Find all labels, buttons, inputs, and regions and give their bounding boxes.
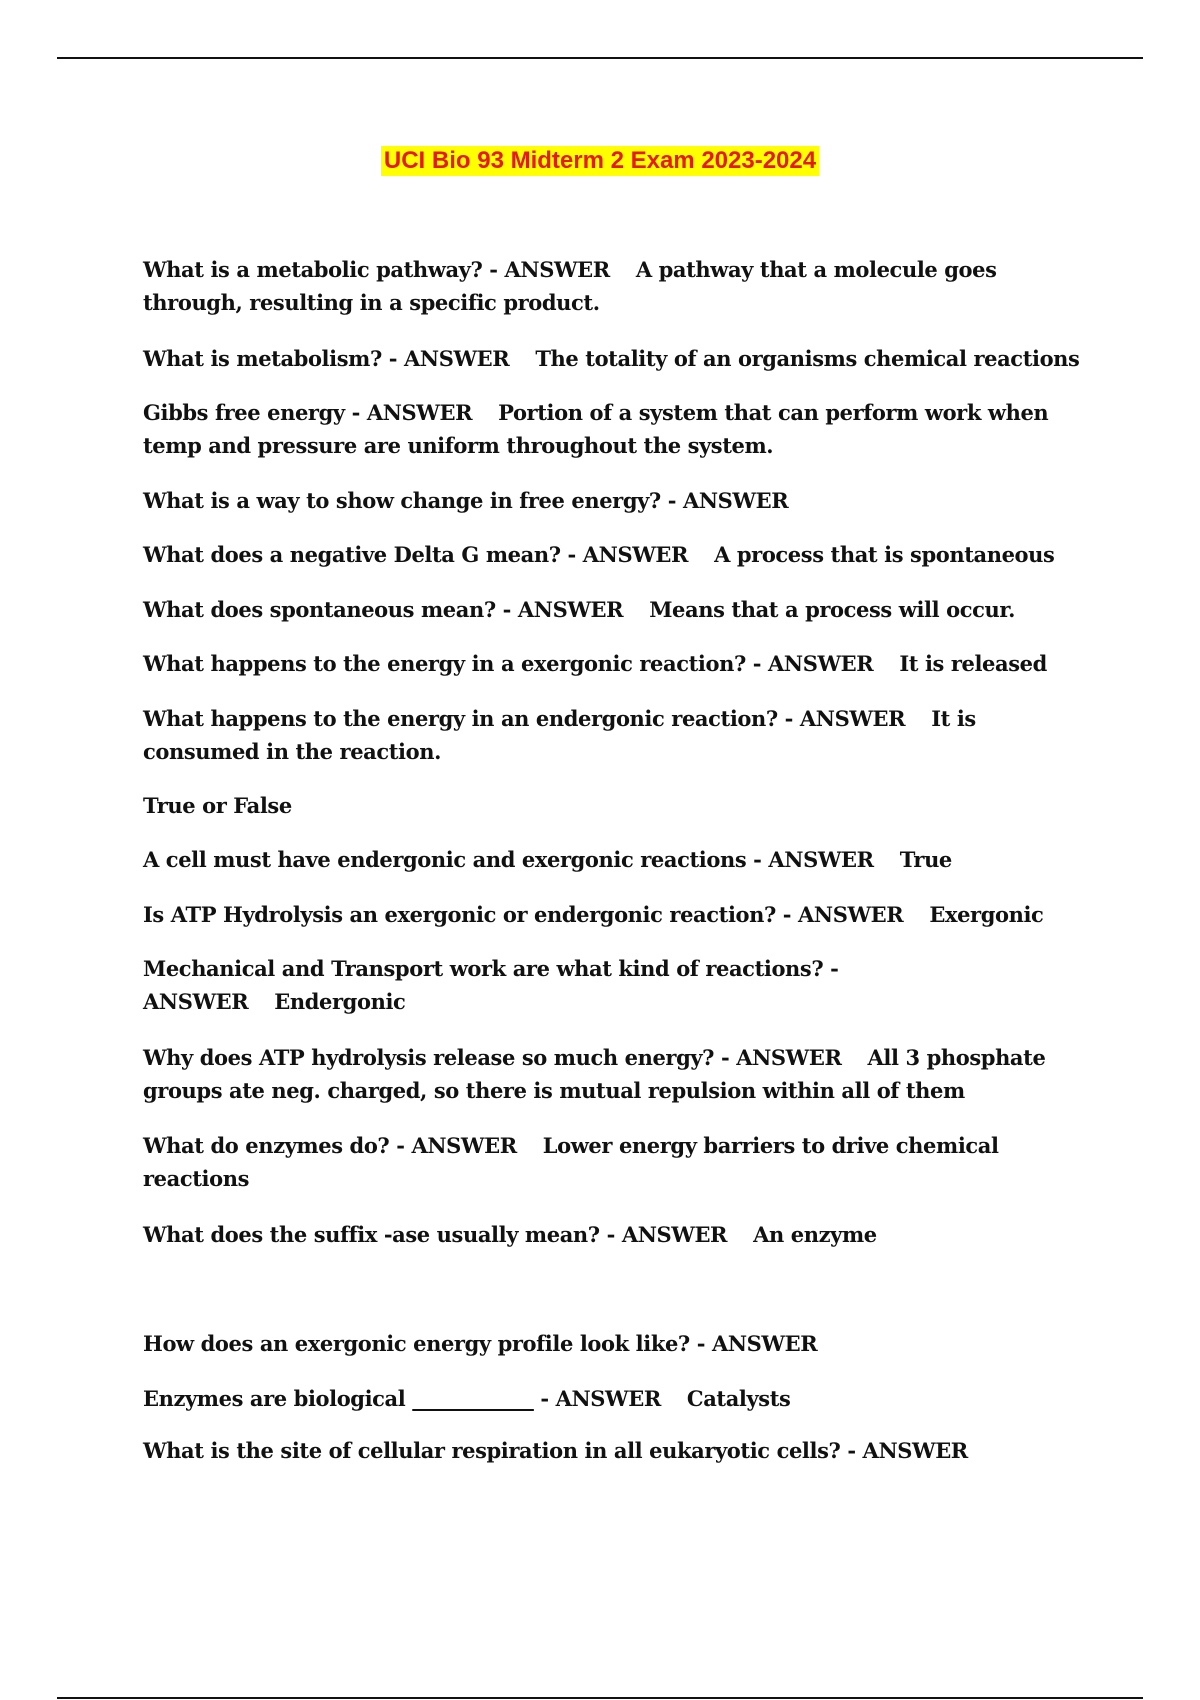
qa-item-8 (143, 702, 1083, 768)
answer: Exergonic (929, 902, 1044, 927)
answer: All 3 phosphate groups ate neg. charged, so there is mutual repulsion within all of them (143, 1045, 1046, 1103)
question: What happens to the energy in an endergonic reaction? - ANSWER (143, 706, 906, 731)
qa-item-2 (143, 342, 1083, 375)
top-rule (57, 57, 1143, 59)
qa-item-6 (143, 593, 1083, 626)
question: Enzymes are biological ____________ - ANSWER (143, 1386, 661, 1411)
qa-item-13 (143, 1041, 1083, 1107)
question: Gibbs free energy - ANSWER (143, 400, 473, 425)
question: What does spontaneous mean? - ANSWER (143, 597, 624, 622)
question: Why does ATP hydrolysis release so much energy? - ANSWER (143, 1045, 842, 1070)
answer: Catalysts (686, 1386, 791, 1411)
answer: True (899, 847, 952, 872)
answer: A process that is spontaneous (714, 542, 1055, 567)
answer: It is consumed in the reaction. (143, 706, 976, 764)
answer: Portion of a system that can perform work when temp and pressure are uniform throughout the system. (143, 400, 1049, 458)
document-title: UCI Bio 93 Midterm 2 Exam 2023-2024 (381, 146, 819, 176)
question: What happens to the energy in a exergonic reaction? - ANSWER (143, 651, 874, 676)
answer: A pathway that a molecule goes through, resulting in a specific product. (143, 257, 997, 315)
question: What is the site of cellular respiration in all eukaryotic cells? - ANSWER (143, 1438, 968, 1463)
answer: Means that a process will occur. (649, 597, 1015, 622)
qa-item-18 (143, 1434, 1083, 1467)
question: True or False (143, 793, 292, 818)
question: What do enzymes do? - ANSWER (143, 1133, 517, 1158)
qa-item-10 (143, 843, 1083, 876)
title-block (0, 146, 1200, 176)
qa-item-15 (143, 1218, 1083, 1251)
question: What is a way to show change in free energy? - ANSWER (143, 488, 789, 513)
question: Mechanical and Transport work are what kind of reactions? - ANSWER (143, 956, 839, 1014)
question: What does a negative Delta G mean? - ANSWER (143, 542, 689, 567)
qa-item-16 (143, 1327, 1083, 1360)
qa-item-14 (143, 1129, 1083, 1195)
qa-item-9 (143, 789, 1083, 822)
qa-item-12 (143, 952, 1083, 1018)
question: What is a metabolic pathway? - ANSWER (143, 257, 610, 282)
question: What is metabolism? - ANSWER (143, 346, 510, 371)
answer: Endergonic (274, 989, 406, 1014)
answer: It is released (899, 651, 1047, 676)
qa-item-4 (143, 484, 1083, 517)
bottom-rule (57, 1697, 1143, 1699)
qa-item-5 (143, 538, 1083, 571)
qa-item-7 (143, 647, 1083, 680)
question: How does an exergonic energy profile look like? - ANSWER (143, 1331, 818, 1356)
qa-item-11 (143, 898, 1083, 931)
question: A cell must have endergonic and exergonic reactions - ANSWER (143, 847, 874, 872)
qa-item-17 (143, 1382, 1083, 1415)
answer: The totality of an organisms chemical reactions (535, 346, 1080, 371)
qa-item-1 (143, 253, 1083, 319)
question: Is ATP Hydrolysis an exergonic or endergonic reaction? - ANSWER (143, 902, 904, 927)
answer: Lower energy barriers to drive chemical reactions (143, 1133, 999, 1191)
question: What does the suffix -ase usually mean? - ANSWER (143, 1222, 728, 1247)
qa-item-3 (143, 396, 1083, 462)
answer: An enzyme (753, 1222, 877, 1247)
